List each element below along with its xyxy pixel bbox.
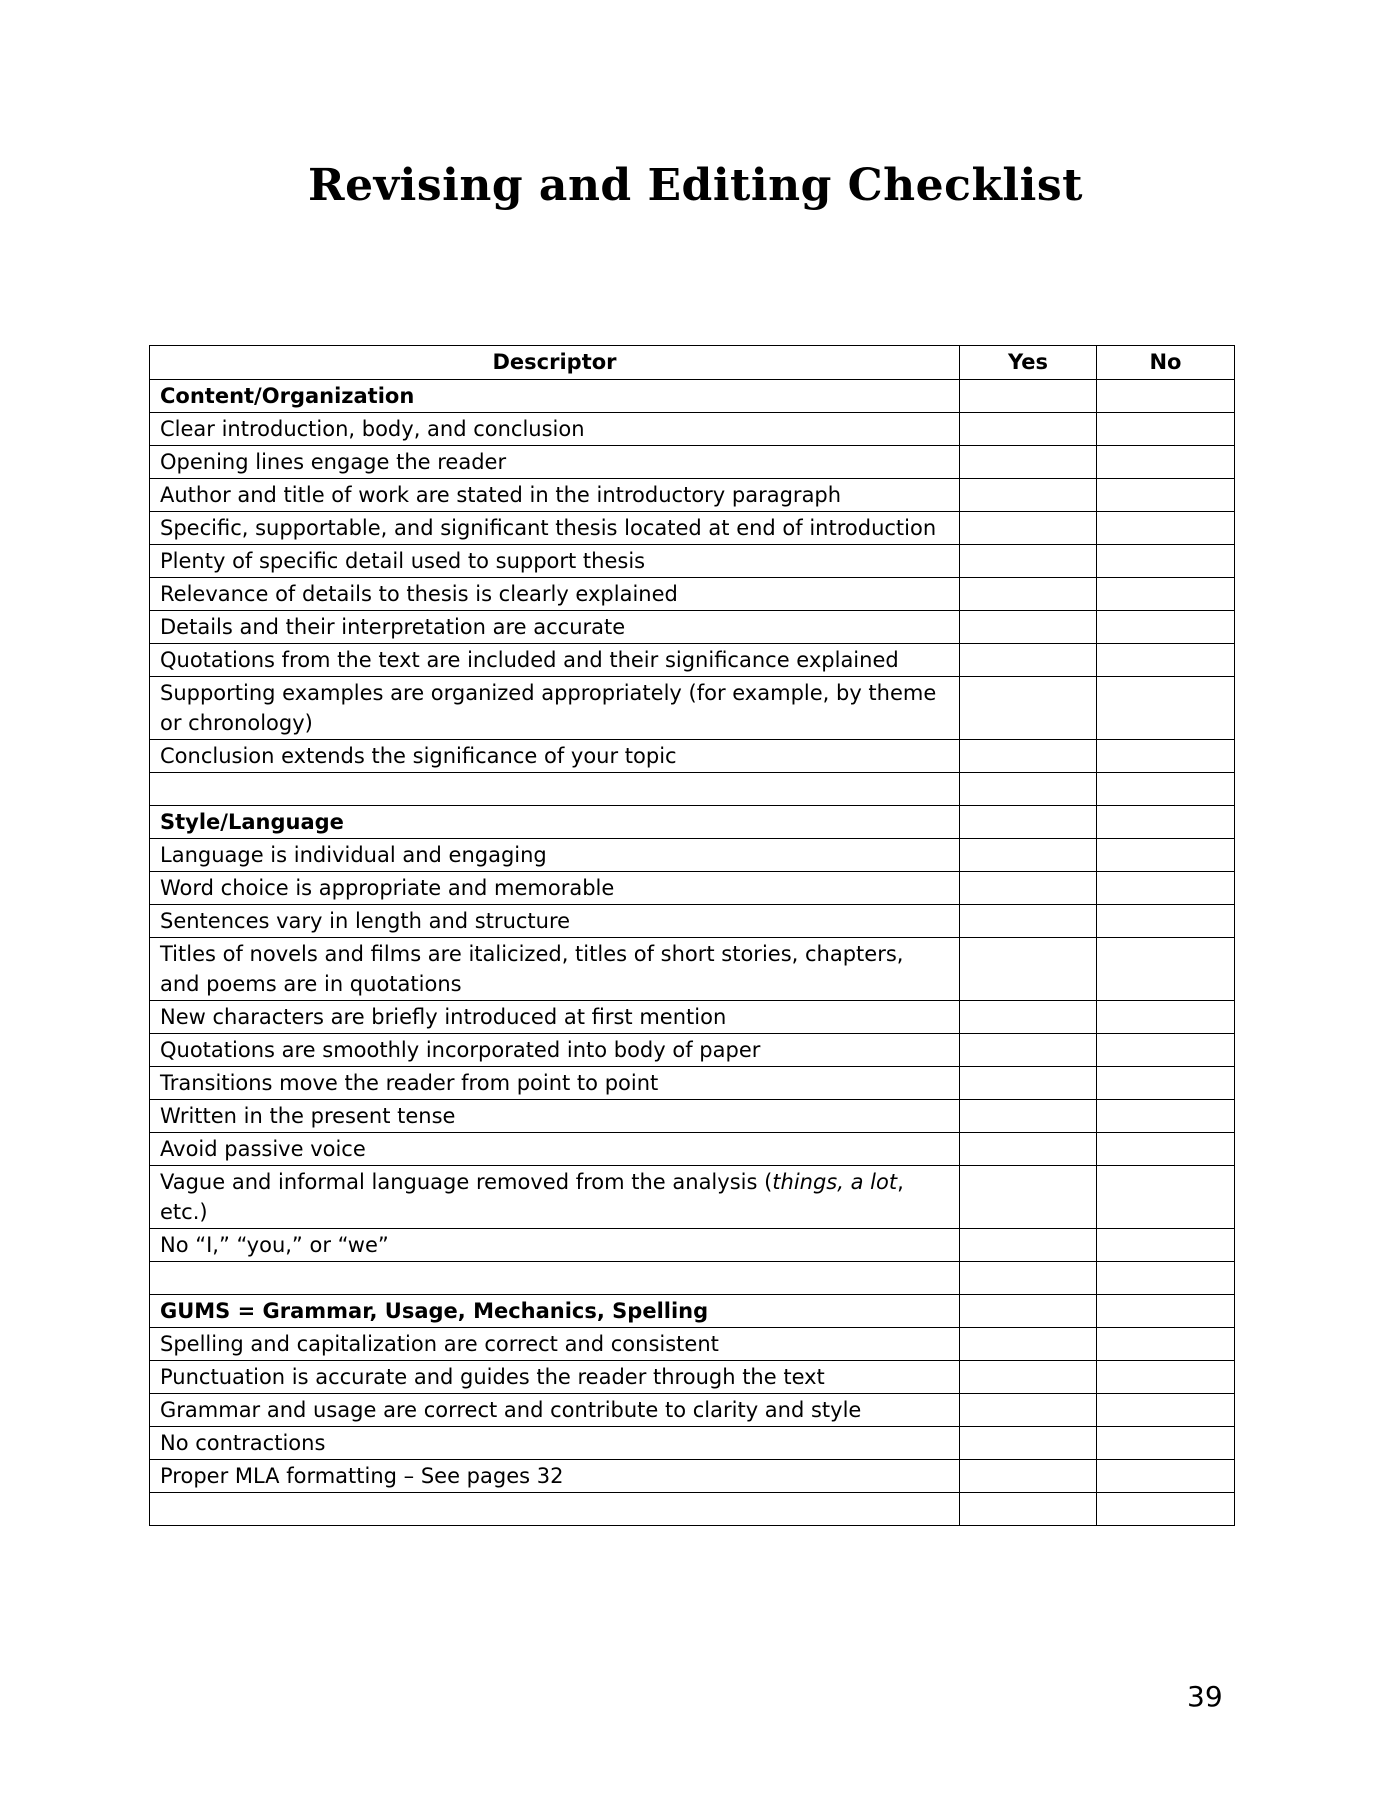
yes-checkbox-cell <box>960 1493 1097 1526</box>
header-no: No <box>1097 346 1235 380</box>
descriptor-text: No contractions <box>160 1431 326 1455</box>
descriptor-text: New characters are briefly introduced at first mention <box>160 1005 727 1029</box>
descriptor-cell <box>150 1427 960 1460</box>
descriptor-cell <box>150 512 960 545</box>
descriptor-cell <box>150 1034 960 1067</box>
no-checkbox-cell[interactable] <box>1097 512 1235 545</box>
descriptor-text: Opening lines engage the reader <box>160 450 507 474</box>
blank-row <box>150 773 1235 806</box>
section-title <box>150 380 960 413</box>
no-checkbox-cell <box>1097 806 1235 839</box>
descriptor-cell <box>150 1328 960 1361</box>
descriptor-cell <box>150 446 960 479</box>
no-checkbox-cell[interactable] <box>1097 839 1235 872</box>
descriptor-italic-text: things, a lot <box>772 1170 898 1194</box>
header-descriptor: Descriptor <box>150 346 960 380</box>
descriptor-text: Word choice is appropriate and memorable <box>160 876 615 900</box>
yes-checkbox-cell[interactable] <box>960 839 1097 872</box>
descriptor-text: Clear introduction, body, and conclusion <box>160 417 585 441</box>
no-checkbox-cell[interactable] <box>1097 677 1235 740</box>
descriptor-cell <box>150 773 960 806</box>
yes-checkbox-cell[interactable] <box>960 1067 1097 1100</box>
descriptor-text: Written in the present tense <box>160 1104 456 1128</box>
no-checkbox-cell[interactable] <box>1097 1034 1235 1067</box>
section-title <box>150 1295 960 1328</box>
descriptor-text: Quotations are smoothly incorporated into body of paper <box>160 1038 761 1062</box>
table-row <box>150 1001 1235 1034</box>
table-row <box>150 578 1235 611</box>
descriptor-cell <box>150 1361 960 1394</box>
table-row <box>150 611 1235 644</box>
section-header-row <box>150 806 1235 839</box>
no-checkbox-cell <box>1097 1493 1235 1526</box>
table-row <box>150 1100 1235 1133</box>
no-checkbox-cell[interactable] <box>1097 1460 1235 1493</box>
table-row <box>150 545 1235 578</box>
descriptor-text-after: , etc.) <box>160 1170 904 1224</box>
yes-checkbox-cell[interactable] <box>960 512 1097 545</box>
no-checkbox-cell[interactable] <box>1097 1001 1235 1034</box>
yes-checkbox-cell[interactable] <box>960 1427 1097 1460</box>
no-checkbox-cell[interactable] <box>1097 1229 1235 1262</box>
descriptor-cell <box>150 677 960 740</box>
descriptor-text: Transitions move the reader from point to point <box>160 1071 659 1095</box>
descriptor-cell <box>150 611 960 644</box>
table-row <box>150 1328 1235 1361</box>
descriptor-cell <box>150 1229 960 1262</box>
descriptor-cell <box>150 839 960 872</box>
descriptor-cell <box>150 644 960 677</box>
table-row <box>150 740 1235 773</box>
table-row <box>150 479 1235 512</box>
section-title <box>150 806 960 839</box>
descriptor-cell <box>150 479 960 512</box>
no-checkbox-cell <box>1097 1262 1235 1295</box>
descriptor-text: GUMS = Grammar, Usage, Mechanics, Spelling <box>160 1299 709 1323</box>
table-header-row <box>150 346 1235 380</box>
no-checkbox-cell <box>1097 773 1235 806</box>
descriptor-cell <box>150 1100 960 1133</box>
no-checkbox-cell[interactable] <box>1097 644 1235 677</box>
table-row <box>150 446 1235 479</box>
no-checkbox-cell[interactable] <box>1097 740 1235 773</box>
descriptor-text: Details and their interpretation are accurate <box>160 615 626 639</box>
yes-checkbox-cell[interactable] <box>960 1166 1097 1229</box>
descriptor-text: Quotations from the text are included and their significance explained <box>160 648 899 672</box>
table-row <box>150 1427 1235 1460</box>
no-checkbox-cell[interactable] <box>1097 1100 1235 1133</box>
no-checkbox-cell[interactable] <box>1097 545 1235 578</box>
descriptor-cell <box>150 545 960 578</box>
yes-checkbox-cell[interactable] <box>960 1229 1097 1262</box>
yes-checkbox-cell[interactable] <box>960 413 1097 446</box>
descriptor-text: Vague and informal language removed from the analysis ( <box>160 1170 773 1194</box>
table-row <box>150 1133 1235 1166</box>
table-row <box>150 1394 1235 1427</box>
table-row <box>150 1361 1235 1394</box>
yes-checkbox-cell[interactable] <box>960 872 1097 905</box>
table-row <box>150 938 1235 1001</box>
descriptor-cell <box>150 905 960 938</box>
descriptor-cell <box>150 1493 960 1526</box>
yes-checkbox-cell[interactable] <box>960 479 1097 512</box>
table-row <box>150 872 1235 905</box>
descriptor-cell <box>150 1067 960 1100</box>
page-number: 39 <box>1187 1680 1223 1713</box>
yes-checkbox-cell[interactable] <box>960 938 1097 1001</box>
descriptor-text: Avoid passive voice <box>160 1137 366 1161</box>
descriptor-text: Punctuation is accurate and guides the reader through the text <box>160 1365 825 1389</box>
descriptor-text: Plenty of specific detail used to support thesis <box>160 549 646 573</box>
table-row <box>150 1229 1235 1262</box>
no-checkbox-cell[interactable] <box>1097 1133 1235 1166</box>
yes-checkbox-cell[interactable] <box>960 677 1097 740</box>
yes-checkbox-cell[interactable] <box>960 1133 1097 1166</box>
no-checkbox-cell[interactable] <box>1097 872 1235 905</box>
descriptor-text: Sentences vary in length and structure <box>160 909 571 933</box>
no-checkbox-cell[interactable] <box>1097 1166 1235 1229</box>
no-checkbox-cell[interactable] <box>1097 413 1235 446</box>
descriptor-cell <box>150 1001 960 1034</box>
descriptor-text: Grammar and usage are correct and contribute to clarity and style <box>160 1398 862 1422</box>
yes-checkbox-cell[interactable] <box>960 1460 1097 1493</box>
descriptor-cell <box>150 1262 960 1295</box>
section-header-row <box>150 1295 1235 1328</box>
descriptor-cell <box>150 740 960 773</box>
descriptor-cell <box>150 578 960 611</box>
no-checkbox-cell <box>1097 380 1235 413</box>
descriptor-text: Content/Organization <box>160 384 415 408</box>
table-row <box>150 1067 1235 1100</box>
descriptor-cell <box>150 413 960 446</box>
descriptor-cell <box>150 1133 960 1166</box>
yes-checkbox-cell[interactable] <box>960 1100 1097 1133</box>
no-checkbox-cell[interactable] <box>1097 611 1235 644</box>
yes-checkbox-cell[interactable] <box>960 1361 1097 1394</box>
descriptor-cell <box>150 872 960 905</box>
blank-row <box>150 1493 1235 1526</box>
no-checkbox-cell[interactable] <box>1097 905 1235 938</box>
yes-checkbox-cell[interactable] <box>960 446 1097 479</box>
no-checkbox-cell[interactable] <box>1097 1328 1235 1361</box>
yes-checkbox-cell[interactable] <box>960 644 1097 677</box>
no-checkbox-cell[interactable] <box>1097 1394 1235 1427</box>
blank-row <box>150 1262 1235 1295</box>
descriptor-cell <box>150 1166 960 1229</box>
no-checkbox-cell <box>1097 1295 1235 1328</box>
table-row <box>150 1166 1235 1229</box>
checklist-table <box>149 345 1235 1526</box>
table-row <box>150 905 1235 938</box>
table-row <box>150 839 1235 872</box>
no-checkbox-cell[interactable] <box>1097 1067 1235 1100</box>
table-row <box>150 677 1235 740</box>
descriptor-cell <box>150 938 960 1001</box>
descriptor-text: Proper MLA formatting – See pages 32 <box>160 1464 564 1488</box>
yes-checkbox-cell[interactable] <box>960 1328 1097 1361</box>
table-row <box>150 1034 1235 1067</box>
descriptor-text: No “I,” “you,” or “we” <box>160 1233 389 1257</box>
table-row <box>150 512 1235 545</box>
header-yes: Yes <box>960 346 1097 380</box>
yes-checkbox-cell <box>960 380 1097 413</box>
yes-checkbox-cell <box>960 1295 1097 1328</box>
descriptor-text: Specific, supportable, and significant thesis located at end of introduction <box>160 516 937 540</box>
yes-checkbox-cell[interactable] <box>960 905 1097 938</box>
table-row <box>150 1460 1235 1493</box>
no-checkbox-cell[interactable] <box>1097 938 1235 1001</box>
yes-checkbox-cell <box>960 806 1097 839</box>
yes-checkbox-cell <box>960 773 1097 806</box>
yes-checkbox-cell[interactable] <box>960 611 1097 644</box>
descriptor-cell <box>150 1460 960 1493</box>
no-checkbox-cell[interactable] <box>1097 1361 1235 1394</box>
descriptor-text: Relevance of details to thesis is clearly explained <box>160 582 678 606</box>
no-checkbox-cell[interactable] <box>1097 446 1235 479</box>
no-checkbox-cell[interactable] <box>1097 1427 1235 1460</box>
page-title: Revising and Editing Checklist <box>308 160 1083 211</box>
descriptor-text: Conclusion extends the significance of your topic <box>160 744 677 768</box>
table-row <box>150 413 1235 446</box>
yes-checkbox-cell[interactable] <box>960 1394 1097 1427</box>
descriptor-text: Style/Language <box>160 810 344 834</box>
descriptor-text: Author and title of work are stated in the introductory paragraph <box>160 483 842 507</box>
yes-checkbox-cell <box>960 1262 1097 1295</box>
table-row <box>150 644 1235 677</box>
descriptor-text: Language is individual and engaging <box>160 843 547 867</box>
descriptor-text: Supporting examples are organized appropriately (for example, by theme or chronology) <box>160 681 937 735</box>
section-header-row <box>150 380 1235 413</box>
yes-checkbox-cell[interactable] <box>960 740 1097 773</box>
checklist-body <box>150 380 1235 1526</box>
descriptor-text: Spelling and capitalization are correct and consistent <box>160 1332 719 1356</box>
descriptor-text: Titles of novels and films are italicized, titles of short stories, chapters, and poems are in quotations <box>160 942 904 996</box>
yes-checkbox-cell[interactable] <box>960 578 1097 611</box>
no-checkbox-cell[interactable] <box>1097 578 1235 611</box>
yes-checkbox-cell[interactable] <box>960 1001 1097 1034</box>
descriptor-cell <box>150 1394 960 1427</box>
yes-checkbox-cell[interactable] <box>960 1034 1097 1067</box>
yes-checkbox-cell[interactable] <box>960 545 1097 578</box>
no-checkbox-cell[interactable] <box>1097 479 1235 512</box>
